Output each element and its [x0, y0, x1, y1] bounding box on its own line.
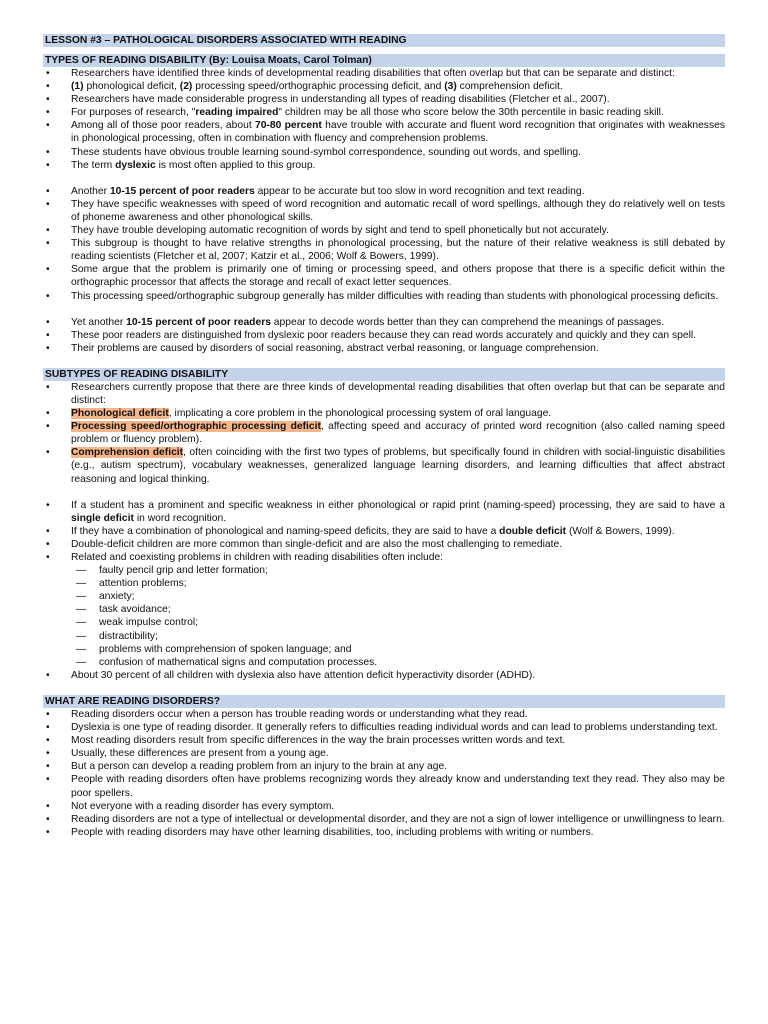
list-item — [43, 773, 725, 799]
list-item — [43, 734, 725, 747]
text-run: If a student has a prominent and specific weakness in either phonological or rapid print (naming-speed) processing, they are said to have a — [71, 499, 725, 511]
bold-text: (3) — [444, 81, 457, 93]
text-run: processing speed/orthographic processing deficit, and — [192, 81, 445, 93]
item-text — [71, 500, 725, 524]
bullet-icon: • — [46, 669, 50, 681]
bullet-icon: • — [46, 185, 50, 197]
item-text — [71, 186, 584, 197]
bullet-icon: • — [46, 538, 50, 550]
text-run: If they have a combination of phonological and naming-speed deficits, they are said to have a — [71, 525, 500, 537]
dash-icon: — — [76, 578, 87, 590]
list-item — [43, 760, 725, 773]
bullet-icon: • — [46, 329, 50, 341]
sub-list-item — [76, 603, 725, 616]
item-text — [71, 447, 725, 484]
bullet-icon: • — [46, 735, 50, 747]
item-text — [71, 199, 725, 223]
bullet-icon: • — [46, 552, 50, 563]
text-run: People with reading disorders often have problems recognizing words they already know and understanding text they read. They also may be poor spellers. — [71, 774, 725, 799]
list-item — [43, 290, 725, 303]
document-page — [43, 34, 725, 839]
text-run: Their problems are caused by disorders of social reasoning, abstract verbal reasoning, or language comprehension. — [71, 342, 599, 354]
bold-text: double deficit — [499, 525, 567, 537]
text-run: appear to be accurate but too slow in word recognition and text reading. — [254, 185, 585, 197]
bold-text: single deficit — [71, 512, 134, 524]
text-run: Double-deficit children are more common than single-deficit and are also the most challenging to remediate. — [71, 538, 563, 550]
bullet-icon: • — [46, 198, 50, 210]
item-text — [71, 814, 725, 825]
text-run: These poor readers are distinguished from dyslexic poor readers because they can read words accurately and quickly and they can spell. — [71, 329, 697, 341]
item-text — [71, 225, 609, 236]
text-run: Most reading disorders result from specific differences in the way the brain processes written words and text. — [71, 735, 566, 747]
text-run: The term — [71, 159, 116, 171]
bold-text: 70-80 percent — [255, 120, 322, 132]
list-item — [43, 813, 725, 826]
section-heading: TYPES OF READING DISABILITY (By: Louisa Moats, Carol Tolman) — [43, 54, 725, 67]
list-item — [43, 800, 725, 813]
sub-list-item — [76, 643, 725, 656]
bullet-list — [43, 381, 725, 682]
sub-item-text: anxiety; — [99, 591, 135, 603]
list-item — [43, 499, 725, 525]
item-text — [71, 147, 581, 158]
text-run: Some argue that the problem is primarily one of timing or processing speed, and others propose that there is a specific deficit within the orthographic processor that affects the storage and recall of exact letter sequences. — [71, 264, 725, 289]
item-text — [71, 761, 447, 772]
item-text — [71, 801, 334, 812]
bullet-icon: • — [46, 238, 50, 250]
item-text — [71, 81, 563, 92]
text-run: Not everyone with a reading disorder has every symptom. — [71, 800, 335, 812]
text-run: phonological deficit, — [83, 81, 180, 93]
bullet-icon: • — [46, 381, 50, 393]
list-item — [43, 538, 725, 551]
sub-item-text: distractibility; — [99, 630, 158, 642]
highlighted-term: Comprehension deficit — [71, 447, 184, 459]
bullet-icon: • — [46, 68, 50, 79]
item-text — [71, 827, 594, 838]
item-text — [71, 552, 443, 563]
highlighted-term: Phonological deficit — [71, 408, 169, 420]
bullet-icon: • — [46, 120, 50, 132]
text-run: They have specific weaknesses with speed of word recognition and automatic recall of word spellings, although they do relatively well on tests of phoneme awareness and other phonological skills. — [71, 198, 725, 223]
item-text — [71, 382, 725, 406]
list-item — [43, 525, 725, 538]
text-run: Reading disorders occur when a person has trouble reading words or understanding what they read. — [71, 708, 528, 720]
item-text — [71, 539, 562, 550]
bullet-icon: • — [46, 225, 50, 237]
bullet-icon: • — [46, 499, 50, 511]
list-item — [43, 747, 725, 760]
bullet-icon: • — [46, 774, 50, 786]
text-run: About 30 percent of all children with dyslexia also have attention deficit hyperactivity disorder (ADHD). — [71, 669, 536, 681]
text-run: For purposes of research, " — [71, 107, 196, 119]
section-heading: WHAT ARE READING DISORDERS? — [43, 695, 725, 708]
bullet-icon: • — [46, 800, 50, 812]
item-text — [71, 160, 315, 171]
bold-text: 10-15 percent of poor readers — [126, 316, 271, 328]
bullet-icon: • — [46, 159, 50, 171]
dash-icon: — — [76, 630, 87, 642]
list-item — [43, 67, 725, 80]
text-run: This subgroup is thought to have relative strengths in phonological processing, but the nature of their relative weakness is still debated by reading scientists (Fletcher et al, 2007; Katzir et al., 2006; Wolf & Bowers, 1999). — [71, 238, 725, 263]
list-item — [43, 407, 725, 420]
text-run: These students have obvious trouble learning sound-symbol correspondence, sounding out words, and spelling. — [71, 146, 582, 158]
dash-icon: — — [76, 604, 87, 616]
list-item — [43, 263, 725, 289]
dash-icon: — — [76, 643, 87, 655]
item-text — [71, 735, 565, 746]
list-item — [43, 146, 725, 159]
list-item — [43, 93, 725, 106]
list-item — [43, 708, 725, 721]
list-item — [43, 80, 725, 93]
item-text — [71, 774, 725, 798]
bold-text: 10-15 percent of poor readers — [109, 185, 255, 197]
item-text — [71, 343, 599, 354]
text-run: Researchers have identified three kinds of developmental reading disabilities that often overlap but that can be separate and distinct: — [71, 68, 675, 79]
text-run: But a person can develop a reading problem from an injury to the brain at any age. — [71, 761, 448, 773]
text-run: Another — [71, 185, 110, 197]
text-run: Among all of those poor readers, about — [71, 120, 255, 132]
sub-item-text: task avoidance; — [99, 604, 171, 616]
bullet-icon: • — [46, 146, 50, 158]
list-item — [43, 420, 725, 446]
dash-icon: — — [76, 591, 87, 603]
item-text — [71, 670, 535, 681]
text-run: , often coinciding with the first two types of problems, but specifically found in children with social-linguistic disabilities (e.g., autism spectrum), vocabulary weaknesses, generalized language learning disorders, and learning difficulties that affect abstract reasoning and logical thinking. — [71, 447, 725, 485]
bullet-icon: • — [46, 708, 50, 720]
sub-list-item — [76, 577, 725, 590]
text-run: " children may be all those who score below the 30th percentile in basic reading skill. — [278, 107, 664, 119]
list-item — [43, 198, 725, 224]
item-text — [71, 748, 329, 759]
list-item — [43, 224, 725, 237]
item-text — [71, 709, 528, 720]
bullet-icon: • — [46, 408, 50, 420]
text-run: Usually, these differences are present from a young age. — [71, 748, 329, 760]
text-run: is most often applied to this group. — [155, 159, 316, 171]
item-text — [71, 264, 725, 288]
bullet-icon: • — [46, 290, 50, 302]
item-text — [71, 330, 696, 341]
bullet-icon: • — [46, 761, 50, 773]
sub-list-item — [76, 564, 725, 577]
dash-icon: — — [76, 656, 87, 668]
highlighted-term: Processing speed/orthographic processing deficit — [71, 421, 321, 433]
text-run: Reading disorders are not a type of intellectual or developmental disorder, and they are not a sign of lower intelligence or unwillingness to learn. — [71, 813, 725, 825]
item-text — [71, 526, 675, 537]
sub-list-item — [76, 656, 725, 669]
list-item — [43, 237, 725, 263]
bullet-icon: • — [46, 264, 50, 276]
item-text — [71, 408, 551, 419]
list-item — [43, 446, 725, 485]
text-run: Researchers currently propose that there are three kinds of developmental reading disabilities that often overlap but that can be separate and distinct: — [71, 381, 725, 406]
item-text — [71, 120, 725, 144]
text-run: Related and coexisting problems in children with reading disabilities often include: — [71, 552, 444, 563]
sub-item-text: confusion of mathematical signs and computation processes. — [99, 656, 378, 668]
bullet-icon: • — [46, 826, 50, 838]
list-item — [43, 721, 725, 734]
item-text — [71, 94, 610, 105]
item-text — [71, 291, 718, 302]
text-run: in word recognition. — [133, 512, 227, 524]
text-run: , implicating a core problem in the phonological processing system of oral language. — [168, 408, 552, 420]
list-item — [43, 826, 725, 839]
bullet-icon: • — [46, 447, 50, 459]
list-item — [43, 185, 725, 198]
lesson-title: LESSON #3 – PATHOLOGICAL DISORDERS ASSOCIATED WITH READING — [43, 34, 725, 47]
sub-list-item — [76, 590, 725, 603]
dash-icon: — — [76, 565, 87, 577]
bullet-icon: • — [46, 421, 50, 433]
bullet-list — [43, 708, 725, 839]
bullet-icon: • — [46, 722, 50, 734]
bold-text: (1) — [71, 81, 84, 93]
sub-item-text: attention problems; — [99, 578, 187, 590]
sub-item-text: faulty pencil grip and letter formation; — [99, 565, 268, 577]
list-item — [43, 329, 725, 342]
bullet-icon: • — [46, 81, 50, 93]
dash-icon: — — [76, 617, 87, 629]
section-heading: SUBTYPES OF READING DISABILITY — [43, 368, 725, 381]
sub-list-item — [76, 616, 725, 629]
text-run: They have trouble developing automatic recognition of words by sight and tend to spell phonetically but not accurately. — [71, 225, 609, 237]
bullet-icon: • — [46, 94, 50, 106]
text-run: This processing speed/orthographic subgroup generally has milder difficulties with reading than students with phonological processing deficits. — [71, 290, 719, 302]
item-text — [71, 421, 725, 445]
text-run: Dyslexia is one type of reading disorder. It generally refers to difficulties reading individual words and can lead to problems understanding text. — [71, 722, 718, 734]
text-run: comprehension deficit. — [456, 81, 563, 93]
sub-list — [71, 564, 725, 669]
list-item — [43, 316, 725, 329]
bold-text: dyslexic — [115, 159, 156, 171]
list-item — [43, 119, 725, 145]
sections-container — [43, 54, 725, 839]
item-text — [71, 238, 725, 262]
bullet-icon: • — [46, 316, 50, 328]
text-run: (Wolf & Bowers, 1999). — [566, 525, 675, 537]
bullet-icon: • — [46, 107, 50, 119]
list-item — [43, 342, 725, 355]
text-run: , affecting speed and accuracy of printed word recognition (also called naming speed problem or fluency problem). — [71, 421, 725, 446]
item-text — [71, 68, 675, 79]
bullet-icon: • — [46, 813, 50, 825]
sub-item-text: problems with comprehension of spoken language; and — [99, 643, 352, 655]
bold-text: (2) — [179, 81, 193, 93]
bullet-icon: • — [46, 748, 50, 760]
item-text — [71, 722, 718, 733]
text-run: appear to decode words better than they can comprehend the meanings of passages. — [270, 316, 665, 328]
list-item — [43, 106, 725, 119]
bullet-list — [43, 67, 725, 355]
bullet-icon: • — [46, 525, 50, 537]
text-run: People with reading disorders may have other learning disabilities, too, including problems with writing or numbers. — [71, 826, 594, 838]
bullet-icon: • — [46, 342, 50, 354]
bold-text: reading impaired — [195, 107, 279, 119]
sub-item-text: weak impulse control; — [99, 617, 199, 629]
text-run: have trouble with accurate and fluent word recognition that originates with weaknesses in phonological processing, often in combination with fluency and comprehension problems. — [71, 120, 725, 145]
list-item — [43, 669, 725, 682]
item-text — [71, 317, 664, 328]
item-text — [71, 107, 664, 118]
list-item — [43, 159, 725, 172]
list-item — [43, 381, 725, 407]
text-run: Yet another — [71, 316, 127, 328]
text-run: Researchers have made considerable progress in understanding all types of reading disabilities (Fletcher et al., 2007). — [71, 94, 610, 106]
sub-list-item — [76, 630, 725, 643]
list-item — [43, 551, 725, 669]
